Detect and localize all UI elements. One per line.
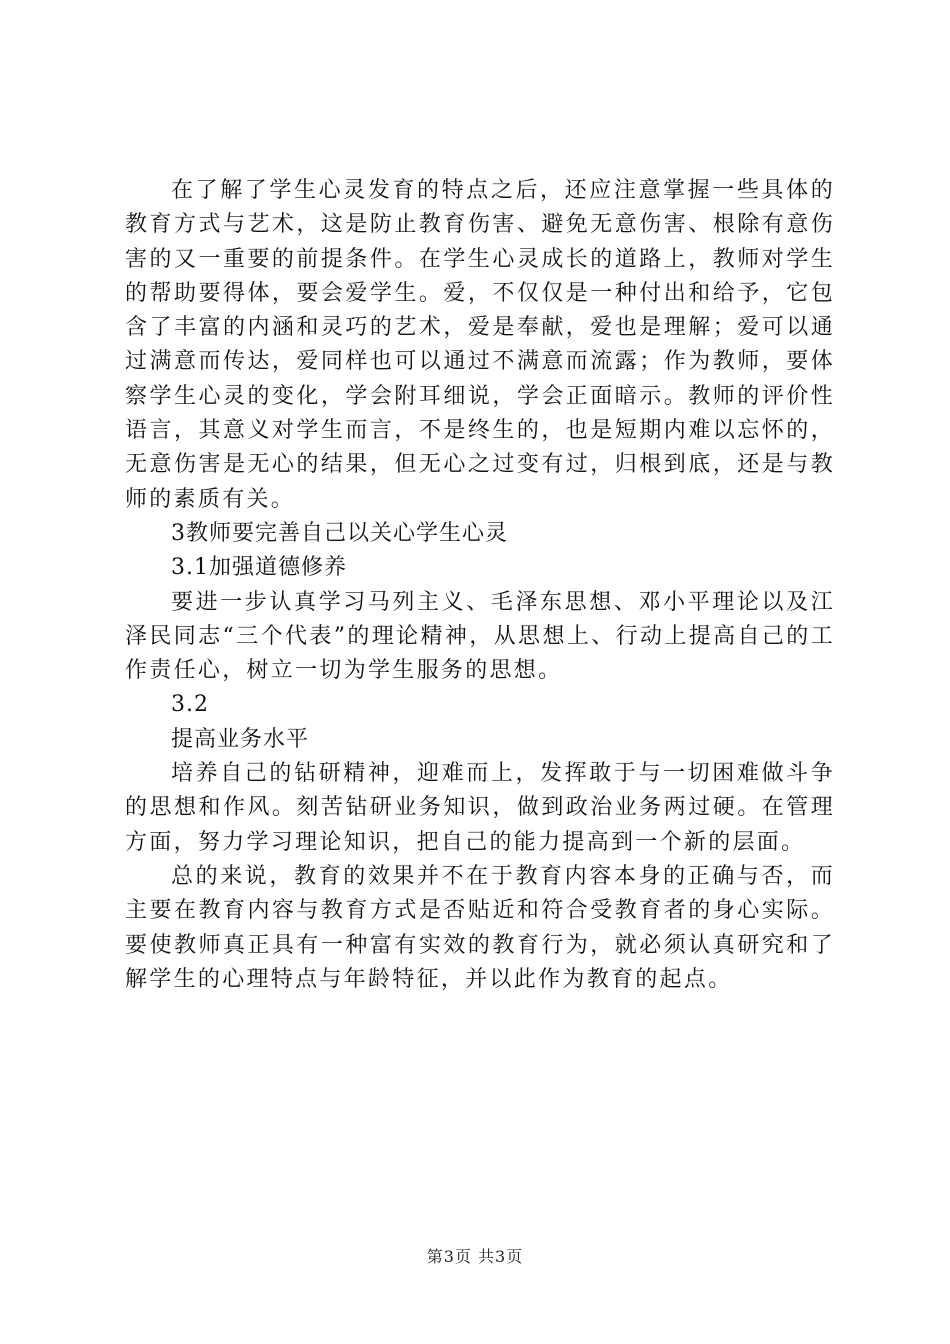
subsection-number-3-2: 3.2: [171, 692, 209, 718]
subsection-heading-3-2: 提高业务水平: [171, 726, 310, 752]
paragraph-conclusion: 总的来说，教育的效果并不在于教育内容本身的正确与否，而主要在教育内容与教育方式是否贴近和符合受教育者的身心实际。要使教师真正具有一种富有实效的教育行为，就必须认真研究和了解学生的心理特点与年龄特征，并以此作为教育的起点。: [125, 863, 835, 992]
paragraph-professional-level: 培养自己的钻研精神，迎难而上，发挥敢于与一切困难做斗争的思想和作风。刻苦钻研业务知识，做到政治业务两过硬。在管理方面，努力学习理论知识，把自己的能力提高到一个新的层面。: [125, 761, 835, 855]
paragraph-moral-cultivation: 要进一步认真学习马列主义、毛泽东思想、邓小平理论以及江泽民同志“三个代表”的理论精神，从思想上、行动上提高自己的工作责任心，树立一切为学生服务的思想。: [125, 589, 835, 684]
page-footer: 第3页 共3页: [426, 1247, 524, 1266]
subsection-heading-3-1: 3.1加强道德修养: [171, 555, 347, 581]
paragraph-teaching-methods: 在了解了学生心灵发育的特点之后，还应注意掌握一些具体的教育方式与艺术，这是防止教育伤害、避免无意伤害、根除有意伤害的又一重要的前提条件。在学生心灵成长的道路上，教师对学生的帮助要得体，要会爱学生。爱，不仅仅是一种付出和给予，它包含了丰富的内涵和灵巧的艺术，爱是奉献，爱也是理解；爱可以通过满意而传达，爱同样也可以通过不满意而流露；作为教师，要体察学生心灵的变化，学会附耳细说，学会正面暗示。教师的评价性语言，其意义对学生而言，不是终生的，也是短期内难以忘怀的，无意伤害是无心的结果，但无心之过变有过，归根到底，还是与教师的素质有关。: [125, 178, 835, 512]
section-heading-3: 3教师要完善自己以关心学生心灵: [171, 520, 508, 546]
document-body: [125, 174, 835, 997]
